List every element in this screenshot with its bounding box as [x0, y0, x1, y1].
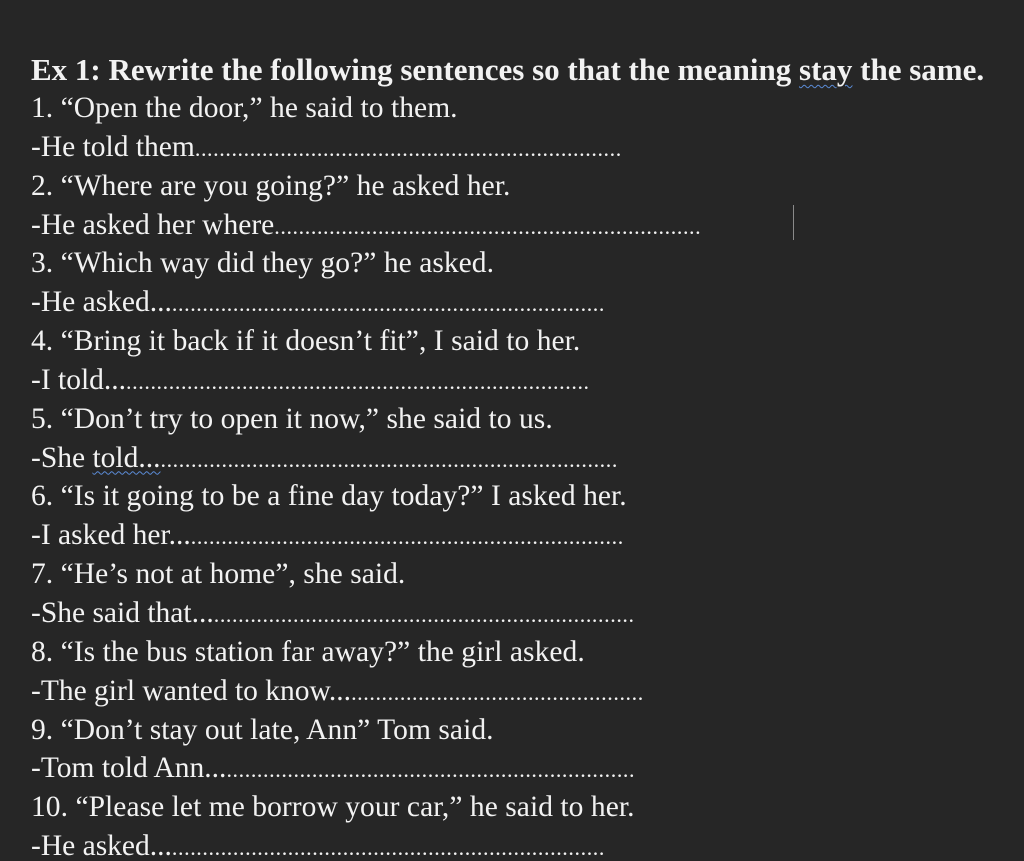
question-10: 10. “Please let me borrow your car,” he said to her.	[31, 791, 635, 824]
answer-dots-4: ............................................................................	[126, 368, 590, 394]
question-2: 2. “Where are you going?” he asked her.	[31, 169, 511, 202]
answer-line-10[interactable]	[31, 827, 811, 861]
answer-dots-2: ......................................................................	[274, 213, 702, 239]
exercise-list	[31, 89, 811, 861]
answer-line-3[interactable]	[31, 283, 811, 322]
title-marked-word: stay	[799, 52, 853, 87]
title-text-after: the same.	[852, 52, 985, 87]
answer-prompt-5-pre: -She	[31, 441, 93, 474]
answer-prompt-8: -The girl wanted to know...	[31, 674, 352, 707]
answer-line-1[interactable]	[31, 128, 811, 167]
answer-line-2[interactable]	[31, 206, 811, 245]
answer-prompt-9: -Tom told Ann...	[31, 752, 227, 785]
answer-prompt-5	[31, 439, 160, 477]
question-6: 6. “Is it going to be a fine day today?” I asked her.	[31, 480, 627, 513]
question-4: 4. “Bring it back if it doesn’t fit”, I said to her.	[31, 325, 581, 358]
answer-prompt-1: -He told them	[31, 130, 195, 163]
answer-prompt-4: -I told...	[31, 363, 127, 396]
answer-dots-9: ...................................................................	[226, 757, 636, 783]
title-text-before: Ex 1: Rewrite the following sentences so that the meaning	[31, 52, 800, 87]
answer-dots-5: ...........................................................................	[160, 446, 618, 472]
answer-prompt-3: -He asked...	[31, 286, 172, 319]
exercise-title	[31, 50, 984, 90]
answer-line-9[interactable]	[31, 749, 811, 788]
answer-dots-1: ......................................................................	[194, 135, 622, 161]
answer-line-5[interactable]	[31, 439, 811, 478]
answer-dots-3: .......................................................................	[171, 291, 605, 317]
answer-dots-10: .......................................................................	[171, 835, 605, 861]
answer-prompt-7: -She said that...	[31, 596, 214, 629]
answer-prompt-5-marked: told...	[92, 441, 161, 474]
answer-line-8[interactable]	[31, 672, 811, 711]
answer-prompt-2: -He asked her where	[31, 208, 275, 241]
answer-line-4[interactable]	[31, 361, 811, 400]
question-8: 8. “Is the bus station far away?” the girl asked.	[31, 635, 585, 668]
answer-dots-7: .....................................................................	[213, 601, 635, 627]
text-cursor	[793, 205, 794, 240]
answer-dots-6: .......................................................................	[190, 524, 624, 550]
answer-dots-8: ................................................	[351, 679, 644, 705]
answer-prompt-10: -He asked...	[31, 830, 172, 861]
answer-line-6[interactable]	[31, 516, 811, 555]
question-9: 9. “Don’t stay out late, Ann” Tom said.	[31, 713, 494, 746]
question-7: 7. “He’s not at home”, she said.	[31, 558, 406, 591]
question-3: 3. “Which way did they go?” he asked.	[31, 247, 495, 280]
answer-prompt-6: -I asked her...	[31, 519, 191, 552]
answer-line-7[interactable]	[31, 594, 811, 633]
question-1: 1. “Open the door,” he said to them.	[31, 92, 458, 124]
question-5: 5. “Don’t try to open it now,” she said to us.	[31, 402, 553, 435]
